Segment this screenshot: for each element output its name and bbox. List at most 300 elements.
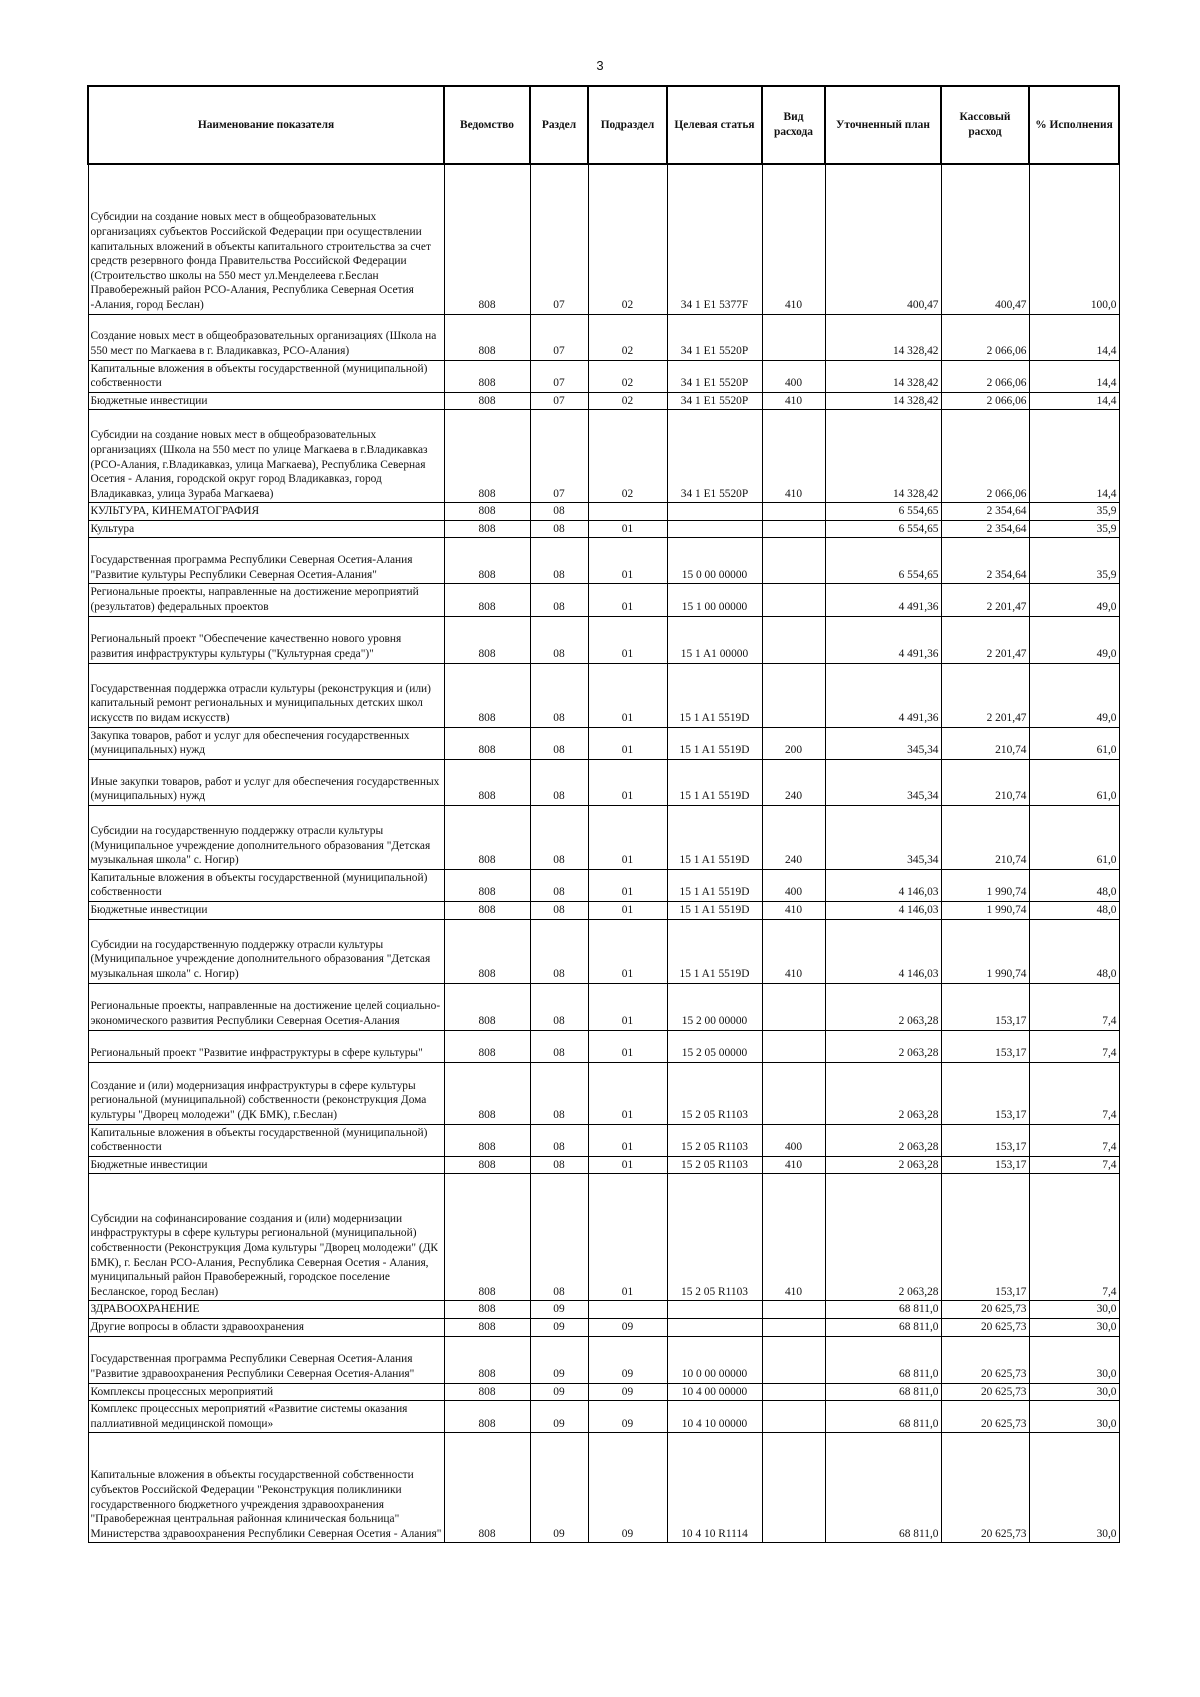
cell-kassa: 153,17 — [941, 1156, 1029, 1174]
cell-name: Создание и (или) модернизация инфраструктуры в сфере культуры региональной (муниципальной) собственности (реконструкция Дома культуры "Дворец молодежи" (ДК БМК), г.Беслан) — [88, 1062, 444, 1124]
table-row — [88, 392, 1119, 410]
cell-tselevaya — [667, 1301, 762, 1319]
cell-name: Другие вопросы в области здравоохранения — [88, 1319, 444, 1337]
cell-pct: 7,4 — [1029, 1062, 1119, 1124]
cell-tselevaya: 15 1 A1 5519D — [667, 759, 762, 805]
col-header-name: Наименование показателя — [88, 86, 444, 164]
cell-tselevaya: 15 2 05 R1103 — [667, 1156, 762, 1174]
cell-razdel: 08 — [530, 919, 588, 983]
table-row — [88, 1301, 1119, 1319]
cell-tselevaya: 15 1 A1 5519D — [667, 919, 762, 983]
cell-vid — [762, 1383, 825, 1401]
table-row — [88, 584, 1119, 616]
cell-tselevaya: 10 4 00 00000 — [667, 1383, 762, 1401]
cell-tselevaya: 10 0 00 00000 — [667, 1336, 762, 1383]
cell-name: Капитальные вложения в объекты государственной (муниципальной) собственности — [88, 1124, 444, 1156]
cell-vedomstvo: 808 — [444, 983, 530, 1030]
table-row — [88, 616, 1119, 663]
table-row — [88, 1433, 1119, 1543]
cell-name: Субсидии на государственную поддержку отрасли культуры (Муниципальное учреждение дополнительного образования "Детская музыкальная школа" с. Ногир) — [88, 805, 444, 869]
cell-pct: 100,0 — [1029, 164, 1119, 314]
table-row — [88, 902, 1119, 920]
cell-plan: 68 811,0 — [825, 1401, 941, 1433]
cell-vid: 410 — [762, 1174, 825, 1301]
cell-vid: 410 — [762, 164, 825, 314]
cell-vid — [762, 538, 825, 584]
cell-name: Субсидии на софинансирование создания и (или) модернизации инфраструктуры в сфере культуры региональной (муниципальной) собственности (Реконструкция Дома культуры "Дворец молодежи" (ДК БМК), г. Беслан РСО-Алания, Республика Северная Осетия - Алания, муниципальный район Правобережный, городское поселение Бесланское, город Беслан) — [88, 1174, 444, 1301]
table-row — [88, 1383, 1119, 1401]
table-row — [88, 1062, 1119, 1124]
cell-name: ЗДРАВООХРАНЕНИЕ — [88, 1301, 444, 1319]
cell-plan: 4 491,36 — [825, 616, 941, 663]
cell-tselevaya — [667, 503, 762, 521]
col-header-pct: % Исполнения — [1029, 86, 1119, 164]
col-header-kassa: Кассовый расход — [941, 86, 1029, 164]
cell-razdel: 07 — [530, 164, 588, 314]
cell-vedomstvo: 808 — [444, 314, 530, 360]
cell-podrazdel: 01 — [588, 520, 667, 538]
cell-kassa: 2 066,06 — [941, 392, 1029, 410]
cell-pct: 14,4 — [1029, 410, 1119, 503]
cell-razdel: 07 — [530, 392, 588, 410]
cell-razdel: 08 — [530, 520, 588, 538]
cell-pct: 48,0 — [1029, 902, 1119, 920]
cell-razdel: 08 — [530, 663, 588, 727]
cell-vedomstvo: 808 — [444, 759, 530, 805]
cell-vedomstvo: 808 — [444, 616, 530, 663]
cell-vid — [762, 1319, 825, 1337]
cell-razdel: 08 — [530, 805, 588, 869]
cell-kassa: 153,17 — [941, 1030, 1029, 1062]
cell-vedomstvo: 808 — [444, 1301, 530, 1319]
table-row — [88, 759, 1119, 805]
cell-kassa: 20 625,73 — [941, 1301, 1029, 1319]
cell-pct: 61,0 — [1029, 759, 1119, 805]
cell-name: Государственная программа Республики Северная Осетия-Алания "Развитие культуры Республики Северная Осетия-Алания" — [88, 538, 444, 584]
cell-vid: 410 — [762, 392, 825, 410]
cell-vedomstvo: 808 — [444, 1401, 530, 1433]
cell-plan: 2 063,28 — [825, 1156, 941, 1174]
cell-kassa: 2 201,47 — [941, 584, 1029, 616]
cell-vid — [762, 983, 825, 1030]
cell-podrazdel: 01 — [588, 1174, 667, 1301]
cell-kassa: 20 625,73 — [941, 1401, 1029, 1433]
cell-pct: 35,9 — [1029, 520, 1119, 538]
table-row — [88, 1156, 1119, 1174]
cell-plan: 345,34 — [825, 727, 941, 759]
cell-vedomstvo: 808 — [444, 503, 530, 521]
cell-tselevaya: 15 2 05 R1103 — [667, 1124, 762, 1156]
table-row — [88, 805, 1119, 869]
cell-podrazdel: 01 — [588, 538, 667, 584]
cell-plan: 4 146,03 — [825, 919, 941, 983]
cell-vedomstvo: 808 — [444, 902, 530, 920]
cell-pct: 49,0 — [1029, 584, 1119, 616]
cell-name: Капитальные вложения в объекты государственной (муниципальной) собственности — [88, 360, 444, 392]
cell-kassa: 20 625,73 — [941, 1433, 1029, 1543]
cell-plan: 14 328,42 — [825, 410, 941, 503]
cell-vid — [762, 1336, 825, 1383]
cell-razdel: 09 — [530, 1433, 588, 1543]
cell-name: Бюджетные инвестиции — [88, 902, 444, 920]
cell-name: Капитальные вложения в объекты государственной собственности субъектов Российской Федерации "Реконструкция поликлиники государственного бюджетного учреждения здравоохранения "Правобережная центральная районная клиническая больница" Министерства здравоохранения Республики Северная Осетия - Алания" — [88, 1433, 444, 1543]
cell-name: Бюджетные инвестиции — [88, 1156, 444, 1174]
cell-podrazdel: 01 — [588, 616, 667, 663]
cell-vid: 240 — [762, 759, 825, 805]
cell-vid — [762, 1301, 825, 1319]
cell-podrazdel: 01 — [588, 1124, 667, 1156]
cell-pct: 48,0 — [1029, 919, 1119, 983]
table-body — [88, 164, 1119, 1543]
cell-vedomstvo: 808 — [444, 663, 530, 727]
cell-kassa: 2 201,47 — [941, 616, 1029, 663]
cell-name: Субсидии на государственную поддержку отрасли культуры (Муниципальное учреждение дополнительного образования "Детская музыкальная школа" с. Ногир) — [88, 919, 444, 983]
cell-vid — [762, 503, 825, 521]
cell-vid: 410 — [762, 410, 825, 503]
cell-podrazdel: 09 — [588, 1401, 667, 1433]
cell-vedomstvo: 808 — [444, 1124, 530, 1156]
cell-tselevaya: 34 1 E1 5377F — [667, 164, 762, 314]
cell-plan: 14 328,42 — [825, 392, 941, 410]
col-header-vedomstvo: Ведомство — [444, 86, 530, 164]
cell-vedomstvo: 808 — [444, 919, 530, 983]
cell-plan: 14 328,42 — [825, 360, 941, 392]
cell-pct: 49,0 — [1029, 616, 1119, 663]
table-row — [88, 360, 1119, 392]
cell-pct: 7,4 — [1029, 1124, 1119, 1156]
cell-pct: 7,4 — [1029, 1174, 1119, 1301]
cell-razdel: 08 — [530, 983, 588, 1030]
cell-kassa: 2 066,06 — [941, 410, 1029, 503]
cell-razdel: 08 — [530, 902, 588, 920]
cell-vid — [762, 520, 825, 538]
table-row — [88, 1124, 1119, 1156]
cell-pct: 35,9 — [1029, 538, 1119, 584]
table-row — [88, 410, 1119, 503]
table-row — [88, 1336, 1119, 1383]
cell-vedomstvo: 808 — [444, 164, 530, 314]
cell-podrazdel: 09 — [588, 1433, 667, 1543]
cell-razdel: 08 — [530, 1062, 588, 1124]
cell-kassa: 400,47 — [941, 164, 1029, 314]
cell-plan: 4 146,03 — [825, 902, 941, 920]
cell-vid: 410 — [762, 902, 825, 920]
cell-vid — [762, 314, 825, 360]
cell-razdel: 08 — [530, 727, 588, 759]
cell-vid: 400 — [762, 869, 825, 901]
cell-tselevaya: 34 1 E1 5520P — [667, 314, 762, 360]
cell-podrazdel: 01 — [588, 1156, 667, 1174]
cell-tselevaya: 15 1 A1 5519D — [667, 902, 762, 920]
cell-vedomstvo: 808 — [444, 727, 530, 759]
cell-pct: 30,0 — [1029, 1401, 1119, 1433]
table-row — [88, 663, 1119, 727]
cell-pct: 30,0 — [1029, 1383, 1119, 1401]
cell-razdel: 09 — [530, 1401, 588, 1433]
cell-podrazdel: 01 — [588, 663, 667, 727]
cell-razdel: 07 — [530, 360, 588, 392]
cell-kassa: 2 066,06 — [941, 360, 1029, 392]
cell-podrazdel: 01 — [588, 902, 667, 920]
table-row — [88, 1401, 1119, 1433]
cell-razdel: 07 — [530, 314, 588, 360]
cell-kassa: 2 066,06 — [941, 314, 1029, 360]
cell-vedomstvo: 808 — [444, 805, 530, 869]
cell-tselevaya: 34 1 E1 5520P — [667, 392, 762, 410]
cell-vedomstvo: 808 — [444, 869, 530, 901]
cell-vid — [762, 1062, 825, 1124]
cell-plan: 2 063,28 — [825, 983, 941, 1030]
cell-razdel: 08 — [530, 538, 588, 584]
cell-razdel: 08 — [530, 1156, 588, 1174]
cell-podrazdel: 02 — [588, 314, 667, 360]
cell-tselevaya — [667, 520, 762, 538]
cell-kassa: 2 201,47 — [941, 663, 1029, 727]
cell-name: Государственная поддержка отрасли культуры (реконструкция и (или) капитальный ремонт региональных и муниципальных детских школ искусств по видам искусств) — [88, 663, 444, 727]
cell-name: Культура — [88, 520, 444, 538]
cell-vedomstvo: 808 — [444, 1336, 530, 1383]
cell-podrazdel: 09 — [588, 1336, 667, 1383]
cell-podrazdel: 09 — [588, 1319, 667, 1337]
col-header-tselevaya: Целевая статья — [667, 86, 762, 164]
cell-vedomstvo: 808 — [444, 1383, 530, 1401]
cell-podrazdel: 02 — [588, 360, 667, 392]
cell-kassa: 210,74 — [941, 805, 1029, 869]
cell-plan: 345,34 — [825, 805, 941, 869]
table-row — [88, 1174, 1119, 1301]
cell-name: Субсидии на создание новых мест в общеобразовательных организациях субъектов Российской Федерации при осуществлении капитальных вложений в объекты капитального строительства за счет средств резервного фонда Правительства Российской Федерации (Строительство школы на 550 мест ул.Менделеева г.Беслан Правобережный район РСО-Алания, Республика Северная Осетия -Алания, город Беслан) — [88, 164, 444, 314]
cell-razdel: 09 — [530, 1319, 588, 1337]
cell-plan: 345,34 — [825, 759, 941, 805]
cell-tselevaya: 15 1 00 00000 — [667, 584, 762, 616]
cell-name: Субсидии на создание новых мест в общеобразовательных организациях (Школа на 550 мест по улице Магкаева в г.Владикавказ (РСО-Алания, г.Владикавказ, улица Магкаева), Республика Северная Осетия - Алания, городской округ город Владикавказ, город Владикавказ, улица Зураба Магкаева) — [88, 410, 444, 503]
cell-name: Капитальные вложения в объекты государственной (муниципальной) собственности — [88, 869, 444, 901]
cell-vid — [762, 1401, 825, 1433]
table-row — [88, 164, 1119, 314]
cell-kassa: 153,17 — [941, 1062, 1029, 1124]
cell-plan: 2 063,28 — [825, 1030, 941, 1062]
cell-plan: 6 554,65 — [825, 503, 941, 521]
cell-vid: 400 — [762, 1124, 825, 1156]
cell-vid — [762, 1433, 825, 1543]
cell-kassa: 2 354,64 — [941, 503, 1029, 521]
cell-kassa: 153,17 — [941, 1124, 1029, 1156]
cell-pct: 35,9 — [1029, 503, 1119, 521]
col-header-razdel: Раздел — [530, 86, 588, 164]
cell-name: Закупка товаров, работ и услуг для обеспечения государственных (муниципальных) нужд — [88, 727, 444, 759]
table-header-row — [88, 86, 1119, 164]
cell-tselevaya: 10 4 10 00000 — [667, 1401, 762, 1433]
cell-razdel: 08 — [530, 1030, 588, 1062]
cell-tselevaya: 15 1 A1 00000 — [667, 616, 762, 663]
cell-pct: 61,0 — [1029, 727, 1119, 759]
cell-kassa: 20 625,73 — [941, 1319, 1029, 1337]
cell-vedomstvo: 808 — [444, 520, 530, 538]
cell-tselevaya: 15 2 05 R1103 — [667, 1062, 762, 1124]
cell-name: Создание новых мест в общеобразовательных организациях (Школа на 550 мест по Магкаева в г. Владикавказ, РСО-Алания) — [88, 314, 444, 360]
table-row — [88, 869, 1119, 901]
cell-kassa: 2 354,64 — [941, 520, 1029, 538]
cell-pct: 30,0 — [1029, 1336, 1119, 1383]
cell-tselevaya: 34 1 E1 5520P — [667, 410, 762, 503]
cell-plan: 400,47 — [825, 164, 941, 314]
cell-plan: 2 063,28 — [825, 1062, 941, 1124]
cell-pct: 14,4 — [1029, 314, 1119, 360]
cell-kassa: 210,74 — [941, 727, 1029, 759]
cell-podrazdel: 01 — [588, 727, 667, 759]
cell-pct: 7,4 — [1029, 983, 1119, 1030]
cell-kassa: 2 354,64 — [941, 538, 1029, 584]
cell-plan: 6 554,65 — [825, 520, 941, 538]
table-row — [88, 503, 1119, 521]
table-row — [88, 1030, 1119, 1062]
cell-vid — [762, 663, 825, 727]
cell-kassa: 210,74 — [941, 759, 1029, 805]
cell-podrazdel: 01 — [588, 805, 667, 869]
cell-razdel: 09 — [530, 1336, 588, 1383]
cell-razdel: 09 — [530, 1383, 588, 1401]
cell-tselevaya: 15 1 A1 5519D — [667, 805, 762, 869]
cell-razdel: 08 — [530, 1124, 588, 1156]
cell-razdel: 08 — [530, 584, 588, 616]
cell-razdel: 08 — [530, 616, 588, 663]
cell-name: Региональные проекты, направленные на достижение целей социально-экономического развития Республики Северная Осетия-Алания — [88, 983, 444, 1030]
cell-plan: 2 063,28 — [825, 1174, 941, 1301]
cell-podrazdel — [588, 503, 667, 521]
cell-vedomstvo: 808 — [444, 360, 530, 392]
cell-kassa: 1 990,74 — [941, 919, 1029, 983]
cell-pct: 7,4 — [1029, 1156, 1119, 1174]
cell-podrazdel: 01 — [588, 919, 667, 983]
cell-pct: 30,0 — [1029, 1301, 1119, 1319]
cell-podrazdel — [588, 1301, 667, 1319]
cell-plan: 68 811,0 — [825, 1319, 941, 1337]
cell-vid: 240 — [762, 805, 825, 869]
cell-podrazdel: 01 — [588, 983, 667, 1030]
cell-vid: 400 — [762, 360, 825, 392]
cell-vedomstvo: 808 — [444, 410, 530, 503]
cell-kassa: 1 990,74 — [941, 902, 1029, 920]
cell-tselevaya: 10 4 10 R1114 — [667, 1433, 762, 1543]
cell-plan: 68 811,0 — [825, 1301, 941, 1319]
table-row — [88, 919, 1119, 983]
cell-razdel: 08 — [530, 503, 588, 521]
cell-plan: 4 491,36 — [825, 584, 941, 616]
cell-plan: 68 811,0 — [825, 1433, 941, 1543]
cell-vedomstvo: 808 — [444, 1433, 530, 1543]
cell-pct: 49,0 — [1029, 663, 1119, 727]
cell-podrazdel: 02 — [588, 410, 667, 503]
cell-tselevaya: 34 1 E1 5520P — [667, 360, 762, 392]
cell-vid — [762, 584, 825, 616]
table-row — [88, 1319, 1119, 1337]
cell-plan: 2 063,28 — [825, 1124, 941, 1156]
cell-vedomstvo: 808 — [444, 1174, 530, 1301]
table-row — [88, 314, 1119, 360]
cell-name: Государственная программа Республики Северная Осетия-Алания "Развитие здравоохранения Республики Северная Осетия-Алания" — [88, 1336, 444, 1383]
cell-plan: 4 491,36 — [825, 663, 941, 727]
cell-name: Региональный проект "Обеспечение качественно нового уровня развития инфраструктуры культуры ("Культурная среда")" — [88, 616, 444, 663]
col-header-vid: Вид расхода — [762, 86, 825, 164]
cell-podrazdel: 01 — [588, 584, 667, 616]
cell-tselevaya: 15 1 A1 5519D — [667, 727, 762, 759]
table-row — [88, 520, 1119, 538]
cell-vid — [762, 1030, 825, 1062]
cell-kassa: 20 625,73 — [941, 1336, 1029, 1383]
cell-tselevaya: 15 1 A1 5519D — [667, 869, 762, 901]
cell-kassa: 20 625,73 — [941, 1383, 1029, 1401]
cell-vedomstvo: 808 — [444, 584, 530, 616]
cell-vid — [762, 616, 825, 663]
cell-razdel: 07 — [530, 410, 588, 503]
cell-name: Бюджетные инвестиции — [88, 392, 444, 410]
cell-tselevaya: 15 2 05 00000 — [667, 1030, 762, 1062]
cell-name: Региональный проект "Развитие инфраструктуры в сфере культуры" — [88, 1030, 444, 1062]
cell-name: Комплексы процессных мероприятий — [88, 1383, 444, 1401]
cell-name: Региональные проекты, направленные на достижение мероприятий (результатов) федеральных проектов — [88, 584, 444, 616]
cell-vedomstvo: 808 — [444, 1062, 530, 1124]
table-row — [88, 983, 1119, 1030]
cell-plan: 68 811,0 — [825, 1383, 941, 1401]
cell-kassa: 1 990,74 — [941, 869, 1029, 901]
cell-pct: 30,0 — [1029, 1433, 1119, 1543]
cell-name: Комплекс процессных мероприятий «Развитие системы оказания паллиативной медицинской помощи» — [88, 1401, 444, 1433]
cell-pct: 14,4 — [1029, 360, 1119, 392]
cell-tselevaya: 15 2 05 R1103 — [667, 1174, 762, 1301]
cell-pct: 14,4 — [1029, 392, 1119, 410]
cell-vid: 410 — [762, 919, 825, 983]
cell-podrazdel: 01 — [588, 759, 667, 805]
cell-plan: 4 146,03 — [825, 869, 941, 901]
cell-vedomstvo: 808 — [444, 538, 530, 584]
cell-podrazdel: 02 — [588, 392, 667, 410]
cell-tselevaya: 15 0 00 00000 — [667, 538, 762, 584]
cell-name: КУЛЬТУРА, КИНЕМАТОГРАФИЯ — [88, 503, 444, 521]
cell-podrazdel: 01 — [588, 1030, 667, 1062]
cell-podrazdel: 02 — [588, 164, 667, 314]
col-header-plan: Уточненный план — [825, 86, 941, 164]
cell-podrazdel: 09 — [588, 1383, 667, 1401]
col-header-podrazdel: Подраздел — [588, 86, 667, 164]
cell-vedomstvo: 808 — [444, 1156, 530, 1174]
cell-name: Иные закупки товаров, работ и услуг для обеспечения государственных (муниципальных) нужд — [88, 759, 444, 805]
cell-kassa: 153,17 — [941, 983, 1029, 1030]
cell-pct: 30,0 — [1029, 1319, 1119, 1337]
cell-pct: 7,4 — [1029, 1030, 1119, 1062]
cell-podrazdel: 01 — [588, 869, 667, 901]
cell-razdel: 09 — [530, 1301, 588, 1319]
cell-tselevaya: 15 1 A1 5519D — [667, 663, 762, 727]
cell-razdel: 08 — [530, 869, 588, 901]
cell-vedomstvo: 808 — [444, 1319, 530, 1337]
cell-razdel: 08 — [530, 1174, 588, 1301]
cell-vedomstvo: 808 — [444, 1030, 530, 1062]
page-number: 3 — [596, 58, 604, 73]
table-row — [88, 727, 1119, 759]
cell-plan: 68 811,0 — [825, 1336, 941, 1383]
cell-vid: 200 — [762, 727, 825, 759]
cell-vid: 410 — [762, 1156, 825, 1174]
cell-vedomstvo: 808 — [444, 392, 530, 410]
budget-execution-table — [87, 85, 1120, 1543]
cell-pct: 48,0 — [1029, 869, 1119, 901]
table-row — [88, 538, 1119, 584]
cell-tselevaya — [667, 1319, 762, 1337]
cell-plan: 6 554,65 — [825, 538, 941, 584]
cell-kassa: 153,17 — [941, 1174, 1029, 1301]
cell-plan: 14 328,42 — [825, 314, 941, 360]
cell-razdel: 08 — [530, 759, 588, 805]
